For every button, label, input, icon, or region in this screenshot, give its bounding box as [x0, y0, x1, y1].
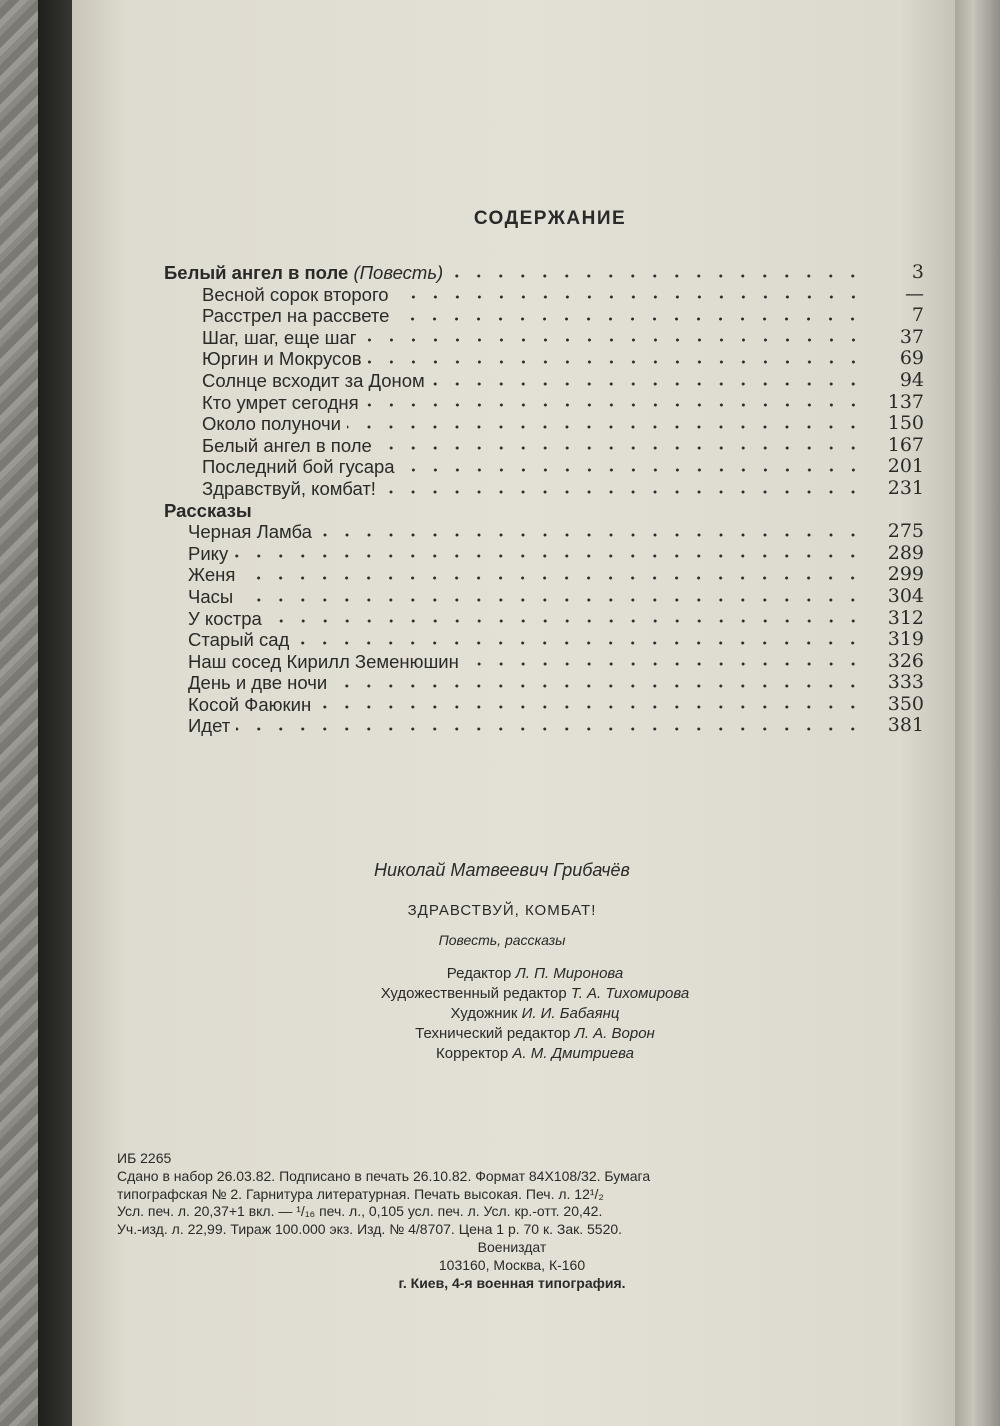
- imprint-printer: г. Киев, 4-я военная типография.: [398, 1274, 626, 1291]
- toc-entry-title: Часы: [188, 585, 234, 607]
- imprint-ib: ИБ 2265: [117, 1150, 172, 1166]
- credit-role: Художник: [450, 1005, 518, 1022]
- toc-story-row: [164, 608, 924, 630]
- leader-dots: [268, 617, 864, 625]
- credit-role: Корректор: [436, 1045, 509, 1062]
- toc-page-number: 381: [887, 714, 924, 737]
- toc-story-row: [164, 586, 924, 608]
- toc-entry-title: Косой Фаюкин: [188, 693, 312, 715]
- toc-part-title: Белый ангел в поле (Повесть): [164, 262, 444, 283]
- toc-page-number: 3: [911, 261, 924, 283]
- credit-line: [300, 1004, 770, 1024]
- credit-name: А. М. Дмитриева: [512, 1045, 634, 1062]
- leader-dots: [317, 703, 864, 711]
- leader-dots: [449, 272, 864, 280]
- toc-chapter-row: [164, 370, 924, 392]
- leader-dots: [431, 380, 864, 388]
- leader-dots: [465, 660, 864, 668]
- toc-chapter-row: [164, 327, 924, 349]
- credit-name: Л. П. Миронова: [515, 965, 624, 982]
- toc-entry-title: Расстрел на рассвете: [202, 305, 390, 327]
- toc-page-number: 333: [887, 671, 924, 694]
- credit-name: Л. А. Ворон: [574, 1025, 655, 1042]
- credit-line: [300, 984, 770, 1004]
- toc-page-number: 275: [887, 520, 924, 543]
- toc-chapter-row: [164, 456, 924, 478]
- table-of-contents: [164, 262, 924, 737]
- toc-story-row: [164, 521, 924, 543]
- chapter-list: [164, 284, 924, 500]
- toc-story-row: [164, 715, 924, 737]
- toc-page-number: 37: [899, 325, 924, 348]
- toc-entry-title: Здравствуй, комбат!: [202, 477, 376, 499]
- toc-entry-title: Женя: [188, 564, 236, 586]
- toc-chapter-row: [164, 413, 924, 435]
- toc-entry-title: Последний бой гусара: [202, 456, 395, 478]
- toc-story-row: [164, 564, 924, 586]
- toc-entry-title: Белый ангел в поле: [202, 434, 372, 456]
- author-name: Николай Матвеевич Грибачёв: [374, 860, 630, 880]
- toc-page-number: 201: [887, 455, 924, 478]
- leader-dots: [382, 488, 864, 496]
- toc-entry-title: У костра: [188, 607, 262, 629]
- leader-dots: [239, 596, 864, 604]
- toc-section-title: Рассказы: [164, 499, 252, 521]
- toc-entry-title: Шаг, шаг, еще шаг: [202, 326, 357, 348]
- toc-part-genre: (Повесть): [353, 262, 444, 283]
- toc-entry-title: Около полуночи: [202, 413, 342, 435]
- credit-line: [300, 964, 770, 984]
- credit-role: Редактор: [446, 965, 512, 982]
- toc-story-row: [164, 672, 924, 694]
- toc-entry-title: Рику: [188, 542, 229, 564]
- leader-dots: [347, 423, 864, 431]
- credit-line: [300, 1044, 770, 1064]
- toc-page-number: 299: [887, 563, 924, 586]
- toc-page-number: 94: [899, 368, 924, 391]
- toc-entry-title: Наш сосед Кирилл Земенюшин: [188, 650, 459, 672]
- imprint-block: [117, 1150, 907, 1292]
- leader-dots: [378, 444, 864, 452]
- toc-story-row: [164, 694, 924, 716]
- credit-role: Художественный редактор: [380, 985, 567, 1002]
- credits-block: [300, 964, 770, 1064]
- toc-page-number: 350: [887, 692, 924, 715]
- credit-role: Технический редактор: [415, 1025, 571, 1042]
- toc-entry-title: День и две ночи: [188, 672, 328, 694]
- toc-page-number: 7: [911, 304, 924, 327]
- toc-page-number: —: [905, 282, 924, 305]
- leader-dots: [365, 401, 864, 409]
- toc-chapter-row: [164, 305, 924, 327]
- toc-page-number: 312: [887, 606, 924, 629]
- imprint-line: Усл. печ. л. 20,37+1 вкл. — ¹/₁₆ печ. л., 0,105 усл. печ. л. Усл. кр.-отт. 20,42.: [117, 1203, 603, 1220]
- imprint-line: Сдано в набор 26.03.82. Подписано в печать 26.10.82. Формат 84Х108/32. Бумага: [117, 1167, 651, 1184]
- toc-section-row: [164, 500, 924, 522]
- toc-page-number: 69: [899, 347, 924, 370]
- toc-chapter-row: [164, 392, 924, 414]
- story-list: [164, 521, 924, 737]
- leader-dots: [363, 336, 864, 344]
- toc-chapter-row: [164, 348, 924, 370]
- toc-entry-title: Черная Ламба: [188, 521, 312, 543]
- leader-dots: [395, 293, 864, 301]
- toc-part-row: [164, 262, 924, 284]
- toc-story-row: [164, 543, 924, 565]
- imprint-line: Уч.-изд. л. 22,99. Тираж 100.000 экз. Изд. № 4/8707. Цена 1 р. 70 к. Зак. 5520.: [117, 1221, 623, 1238]
- imprint-line: типографская № 2. Гарнитура литературная. Печать высокая. Печ. л. 12¹/₂: [117, 1185, 604, 1202]
- toc-page-number: 304: [887, 584, 924, 607]
- toc-page-number: 326: [887, 649, 924, 672]
- imprint-address: 103160, Москва, К-160: [438, 1256, 586, 1273]
- credit-line: [300, 1024, 770, 1044]
- leader-dots: [401, 466, 864, 474]
- toc-page-number: 231: [887, 476, 924, 499]
- toc-chapter-row: [164, 435, 924, 457]
- toc-page-number: 167: [887, 433, 924, 456]
- toc-entry-title: Солнце всходит за Доном: [202, 369, 425, 391]
- toc-entry-title: Кто умрет сегодня: [202, 391, 359, 413]
- credit-name: Т. А. Тихомирова: [570, 985, 690, 1002]
- toc-page-number: 137: [887, 390, 924, 413]
- toc-entry-title: Весной сорок второго: [202, 283, 389, 305]
- toc-title: СОДЕРЖАНИЕ: [473, 208, 627, 229]
- leader-dots: [236, 725, 864, 733]
- leader-dots: [395, 315, 864, 323]
- leader-dots: [333, 682, 864, 690]
- toc-story-row: [164, 651, 924, 673]
- toc-entry-title: Старый сад: [188, 629, 290, 651]
- credit-name: И. И. Бабаянц: [521, 1005, 620, 1022]
- toc-entry-title: Идет: [188, 715, 231, 737]
- toc-page-number: 319: [887, 628, 924, 651]
- leader-dots: [234, 552, 864, 560]
- imprint-publisher: Воениздат: [477, 1238, 547, 1255]
- leader-dots: [241, 574, 864, 582]
- leader-dots: [318, 531, 864, 539]
- toc-page-number: 150: [887, 412, 924, 435]
- book-genre: Повесть, рассказы: [438, 932, 566, 948]
- leader-dots: [295, 639, 864, 647]
- leader-dots: [368, 358, 864, 366]
- toc-chapter-row: [164, 284, 924, 306]
- toc-entry-title: Юргин и Мокрусов: [202, 348, 362, 370]
- toc-story-row: [164, 629, 924, 651]
- toc-chapter-row: [164, 478, 924, 500]
- book-title: ЗДРАВСТВУЙ, КОМБАТ!: [407, 902, 597, 919]
- toc-page-number: 289: [887, 541, 924, 564]
